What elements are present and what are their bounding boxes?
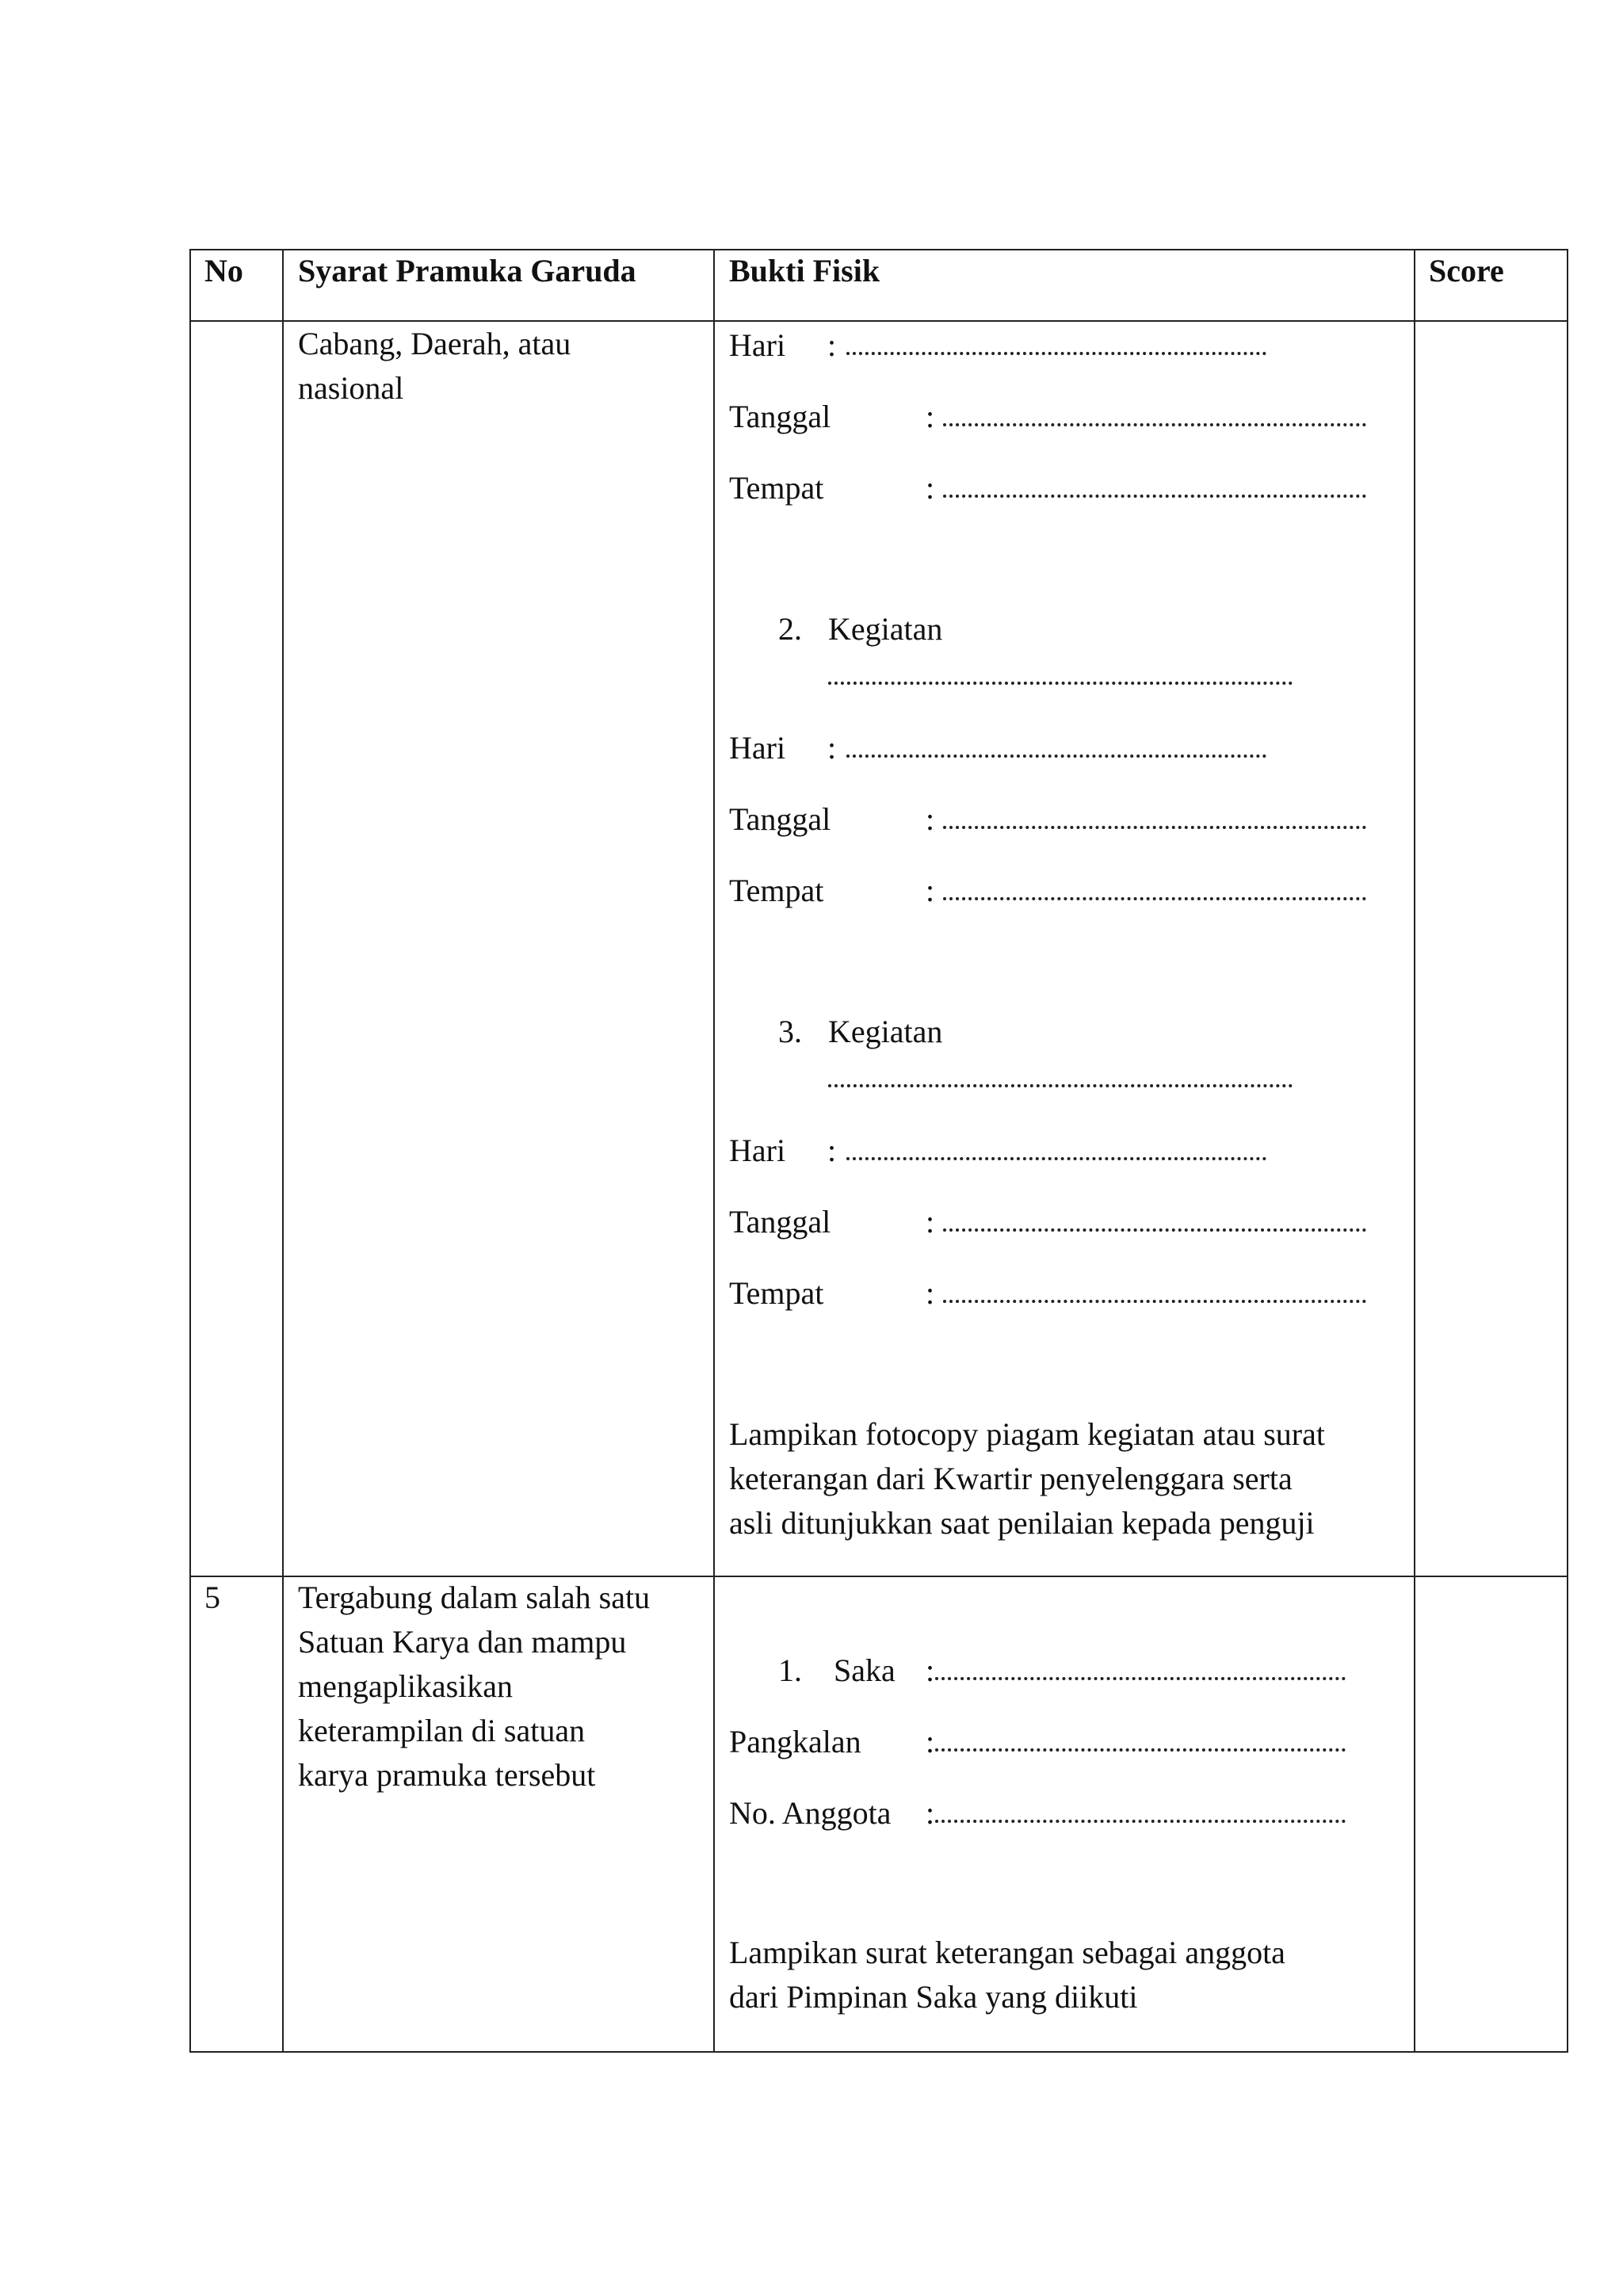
colon: : [926,399,935,434]
list-number: 2. [778,611,802,647]
syarat-line: mengaplikasikan [298,1668,514,1704]
colon: : [926,1724,935,1759]
colon: : [827,1133,837,1168]
kegiatan-label: Kegiatan [828,611,943,647]
table-border-right [1567,249,1568,2053]
header-score: Score [1429,253,1504,288]
tanggal-blank [943,1228,1366,1232]
syarat-line: karya pramuka tersebut [298,1757,596,1793]
note-line: asli ditunjukkan saat penilaian kepada penguji [729,1505,1315,1541]
syarat-line: Tergabung dalam salah satu [298,1580,651,1615]
hari-label: Hari [729,327,786,363]
tanggal-blank [943,826,1366,829]
colon: : [926,873,935,908]
saka-label: Saka [834,1652,896,1688]
colon: : [926,1795,935,1831]
table-border-left [189,249,191,2053]
header-bukti: Bukti Fisik [729,253,880,288]
tempat-blank [943,1300,1366,1303]
note-line: dari Pimpinan Saka yang diikuti [729,1979,1138,2015]
tempat-blank [943,897,1366,900]
colon: : [926,1275,935,1311]
tanggal-label: Tanggal [729,801,831,837]
colon: : [827,327,837,363]
hari-blank [846,755,1266,758]
colon: : [926,1652,935,1688]
tempat-blank [943,495,1366,498]
syarat-line: nasional [298,370,404,406]
tempat-label: Tempat [729,470,824,506]
pangkalan-blank [935,1748,1346,1752]
tempat-label: Tempat [729,873,824,908]
table-border-bottom [189,2051,1568,2053]
row-number: 5 [204,1580,220,1615]
saka-blank [935,1677,1346,1680]
kegiatan-blank [828,682,1293,685]
table-divider-syarat [713,249,715,2053]
colon: : [926,801,935,837]
colon: : [827,730,837,766]
tanggal-label: Tanggal [729,1204,831,1240]
header-no: No [204,253,243,288]
colon: : [926,1204,935,1240]
table-divider-no [282,249,284,2053]
pangkalan-label: Pangkalan [729,1724,861,1759]
syarat-line: Satuan Karya dan mampu [298,1624,627,1660]
syarat-line: Cabang, Daerah, atau [298,326,571,361]
kegiatan-label: Kegiatan [828,1014,943,1049]
note-line: Lampikan surat keterangan sebagai anggota [729,1935,1285,1970]
hari-blank [846,1157,1266,1160]
tanggal-blank [943,423,1366,426]
colon: : [926,470,935,506]
note-line: keterangan dari Kwartir penyelenggara serta [729,1461,1293,1496]
list-number: 3. [778,1014,802,1049]
hari-label: Hari [729,1133,786,1168]
hari-label: Hari [729,730,786,766]
list-number: 1. [778,1652,802,1688]
no-anggota-blank [935,1820,1346,1823]
tanggal-label: Tanggal [729,399,831,434]
header-syarat: Syarat Pramuka Garuda [298,253,636,288]
no-anggota-label: No. Anggota [729,1795,892,1831]
tempat-label: Tempat [729,1275,824,1311]
syarat-line: keterampilan di satuan [298,1713,586,1748]
table-divider-bukti [1414,249,1415,2053]
note-line: Lampikan fotocopy piagam kegiatan atau surat [729,1416,1325,1452]
hari-blank [846,352,1266,355]
kegiatan-blank [828,1084,1293,1087]
